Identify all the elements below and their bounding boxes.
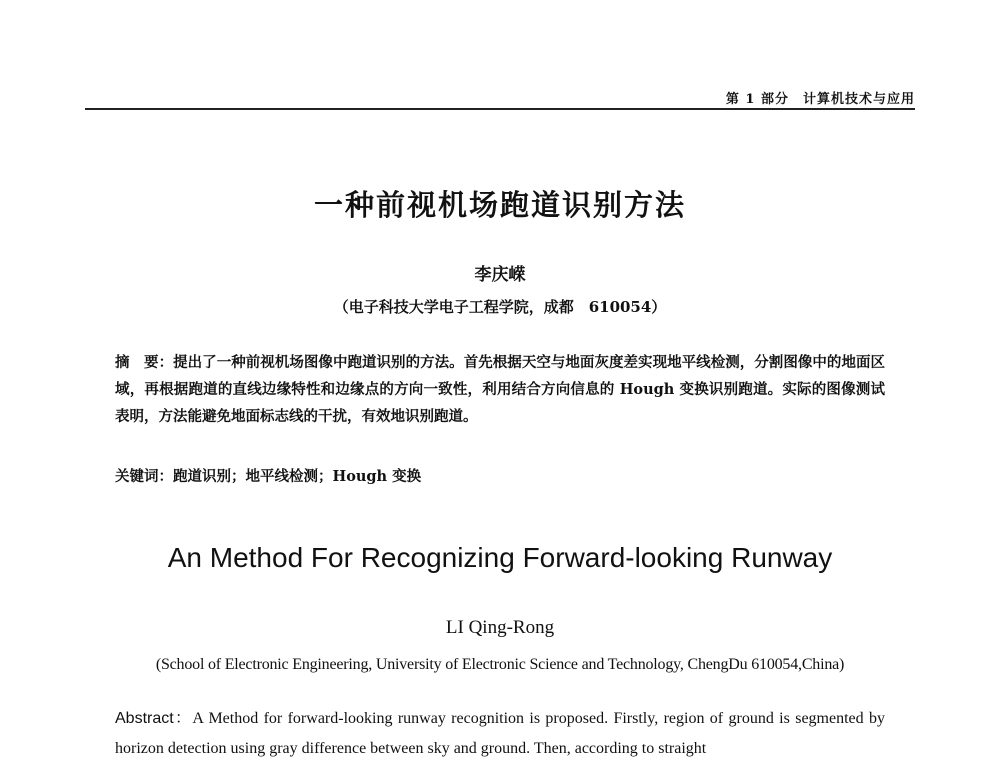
running-header-section: 第 1 部分 计算机技术与应用 — [725, 92, 915, 107]
chinese-keywords-text: 跑道识别；地平线检测；Hough 变换 — [173, 468, 422, 485]
english-abstract — [115, 704, 885, 764]
chinese-keywords-label: 关键词： — [115, 468, 173, 485]
chinese-abstract-label: 摘 要： — [115, 354, 174, 371]
chinese-title: 一种前视机场跑道识别方法 — [313, 188, 686, 222]
english-affiliation: (School of Electronic Engineering, University of Electronic Science and Technology, ChengDu 610054,China) — [155, 656, 845, 673]
english-abstract-label: Abstract： — [115, 710, 193, 727]
chinese-keywords — [115, 465, 885, 486]
english-title: An Method For Recognizing Forward-looking Runway — [167, 542, 833, 573]
chinese-abstract — [115, 349, 885, 430]
chinese-affiliation: （电子科技大学电子工程学院，成都 610054） — [333, 298, 667, 316]
english-abstract-text: A Method for forward-looking runway recognition is proposed. Firstly, region of ground is segmented by horizon detection using gray difference between sky and ground. Then, according to straight — [115, 710, 885, 757]
chinese-author: 李庆嵘 — [474, 265, 526, 285]
english-author: LI Qing-Rong — [445, 617, 555, 638]
chinese-abstract-text: 提出了一种前视机场图像中跑道识别的方法。首先根据天空与地面灰度差实现地平线检测，分割图像中的地面区域，再根据跑道的直线边缘特性和边缘点的方向一致性，利用结合方向信息的 Hough 变换识别跑道。实际的图像测试表明，方法能避免地面标志线的干扰，有效地识别跑道。 — [115, 354, 886, 425]
header-rule — [85, 108, 915, 110]
